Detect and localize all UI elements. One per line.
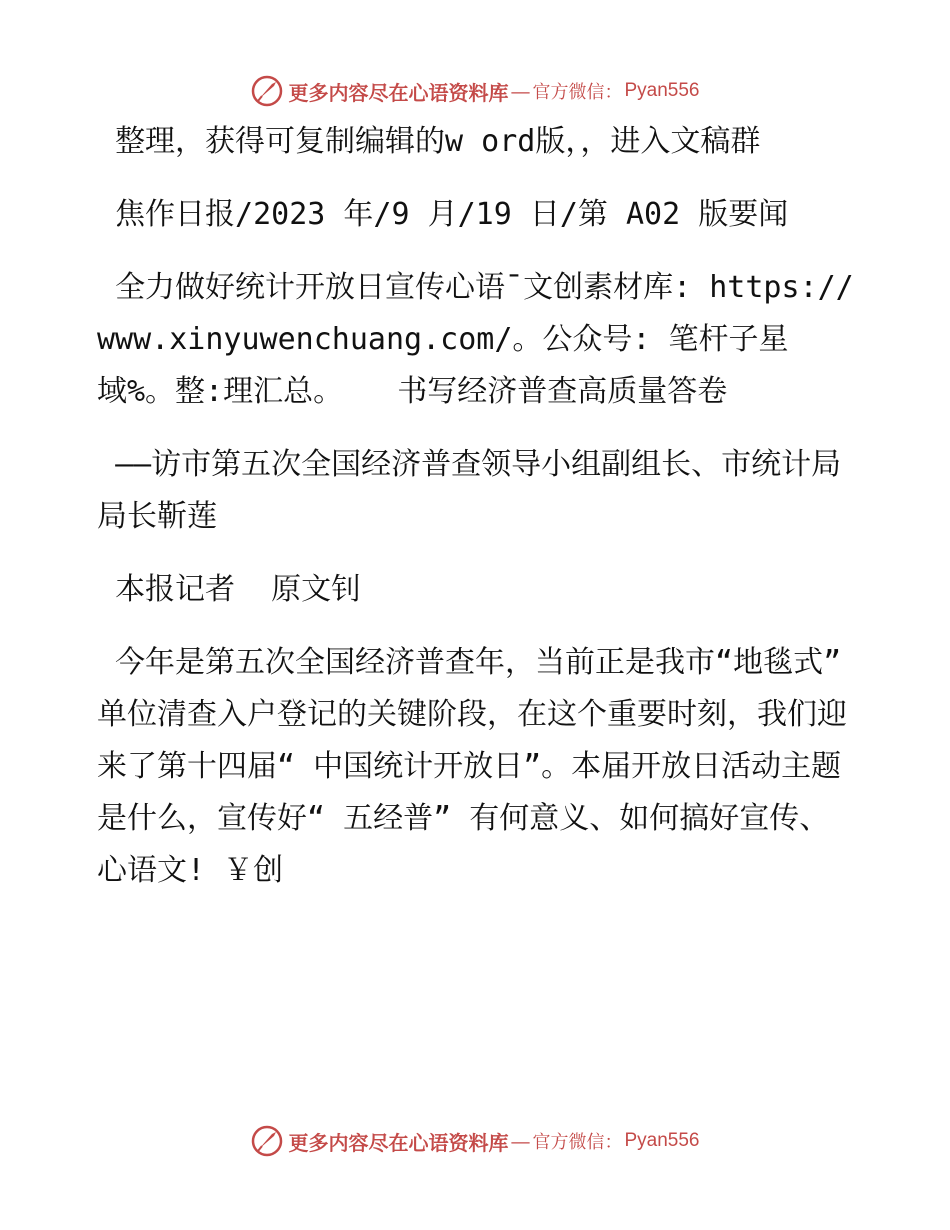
quill-logo-icon	[250, 74, 284, 108]
banner-wechat-label: 官方微信：	[532, 82, 623, 103]
banner-separator: —	[510, 1129, 531, 1153]
paragraph-byline: 本报记者 原文钊	[97, 572, 362, 607]
banner-wechat-label: 官方微信：	[532, 1132, 623, 1153]
banner-wechat-handle: Pyan556	[624, 80, 700, 101]
footer-watermark-banner	[0, 1121, 950, 1161]
document-body	[97, 116, 860, 918]
paragraph-intro: 整理，获得可复制编辑的w ord版，，进入文稿群	[97, 124, 761, 159]
paragraph-source-line: 焦作日报/2023 年/9 月/19 日/第 A02 版要闻	[97, 197, 789, 232]
paragraph-body: 今年是第五次全国经济普查年，当前正是我市“地毯式” 单位清查入户登记的关键阶段，在这个重要时刻，我们迎来了第十四届“ 中国统计开放日”。本届开放日活动主题是什么，宣传好“ 五经普” 有何意义、如何搞好宣传、心语文! ￥创	[97, 645, 860, 888]
banner-wechat-handle: Pyan556	[624, 1130, 700, 1151]
paragraph-headline: 全力做好统计开放日宣传心语¯文创素材库: https://www.xinyuwenchuang.com/。公众号: 笔杆子星域%。整:理汇总。 书写经济普查高质量答卷	[97, 270, 854, 409]
banner-brand-text: 更多内容尽在心语资料库	[288, 1130, 509, 1155]
quill-logo-icon	[250, 1124, 284, 1158]
paragraph-subheadline: ——访市第五次全国经济普查领导小组副组长、市统计局局长靳莲	[97, 447, 842, 534]
banner-separator: —	[510, 79, 531, 103]
banner-brand-text: 更多内容尽在心语资料库	[288, 80, 509, 105]
header-watermark-banner	[0, 71, 950, 111]
